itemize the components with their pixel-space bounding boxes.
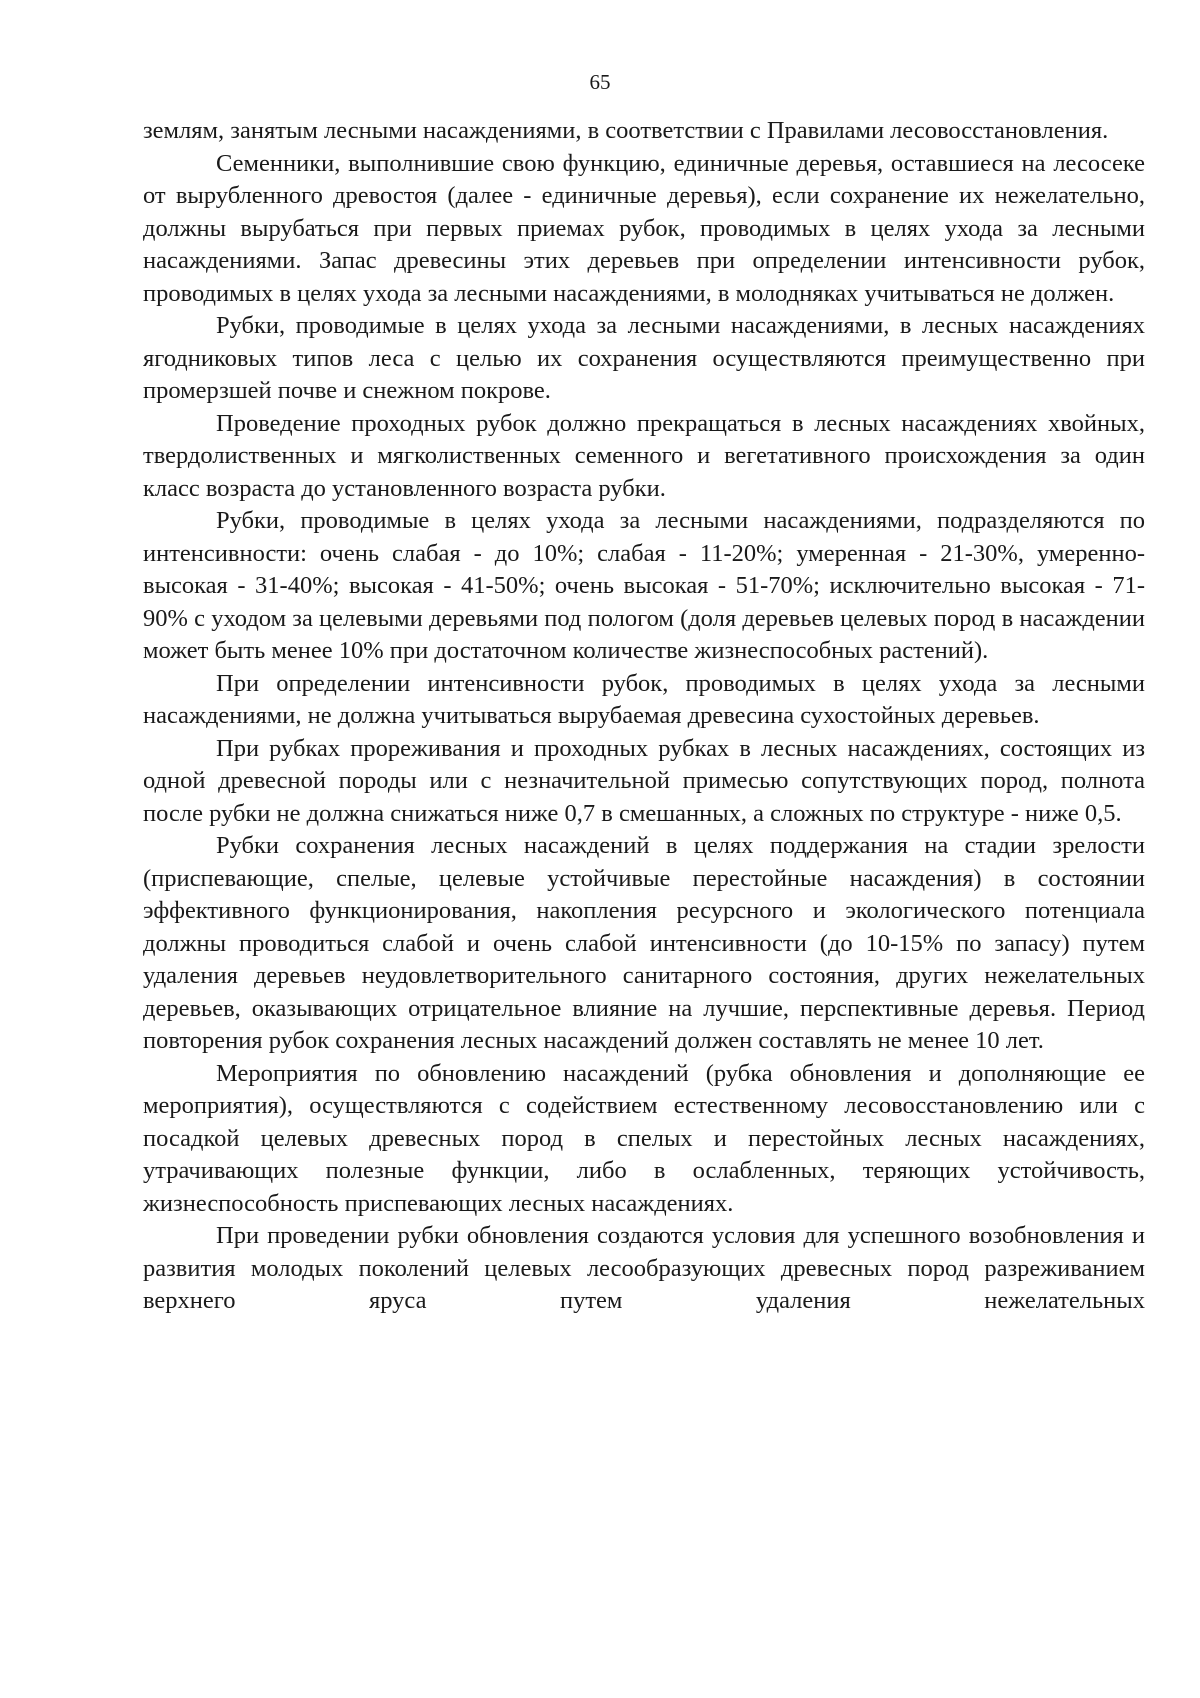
paragraph: землям, занятым лесными насаждениями, в соответствии с Правилами лесовосстановления. — [143, 117, 1109, 144]
paragraph: Рубки, проводимые в целях ухода за лесными насаждениями, в лесных насаждениях ягодниковых типов леса с целью их сохранения осуществляются преимущественно при промерзшей почве и снежном покрове. — [143, 312, 1145, 404]
page-number: 65 — [589, 70, 611, 94]
paragraph: При проведении рубки обновления создаются условия для успешного возобновления и развития молодых поколений целевых лесообразующих древесных пород разреживанием верхнего яруса путем удаления нежелательных — [143, 1222, 1145, 1314]
document-body — [143, 115, 1145, 1318]
paragraph: Мероприятия по обновлению насаждений (рубка обновления и дополняющие ее мероприятия), осуществляются с содействием естественному лесовосстановлению или с посадкой целевых древесных пород в спелых и перестойных лесных насаждениях, утрачивающих полезные функции, либо в ослабленных, теряющих устойчивость, жизнеспособность приспевающих лесных насаждениях. — [143, 1059, 1145, 1217]
paragraph: Проведение проходных рубок должно прекращаться в лесных насаждениях хвойных, твердолиственных и мягколиственных семенного и вегетативного происхождения за один класс возраста до установленного возраста рубки. — [143, 409, 1145, 502]
paragraph: Рубки сохранения лесных насаждений в целях поддержания на стадии зрелости (приспевающие, спелые, целевые устойчивые перестойные насаждения) в состоянии эффективного функционирования, накопления ресурсного и экологического потенциала должны проводиться слабой и очень слабой интенсивности (до 10-15% по запасу) путем удаления деревьев неудовлетворительного санитарного состояния, других нежелательных деревьев, оказывающих отрицательное влияние на лучшие, перспективные деревья. Период повторения рубок сохранения лесных насаждений должен составлять не менее 10 лет. — [143, 832, 1145, 1054]
paragraph: Рубки, проводимые в целях ухода за лесными насаждениями, подразделяются по интенсивности: очень слабая - до 10%; слабая - 11-20%; умеренная - 21-30%, умеренно-высокая - 31-40%; высокая - 41-50%; очень высокая - 51-70%; исключительно высокая - 71-90% с уходом за целевыми деревьями под пологом (доля деревьев целевых пород в насаждении может быть менее 10% при достаточном количестве жизнеспособных растений). — [143, 507, 1145, 664]
paragraph: Семенники, выполнившие свою функцию, единичные деревья, оставшиеся на лесосеке от вырубленного древостоя (далее - единичные деревья), если сохранение их нежелательно, должны вырубаться при первых приемах рубок, проводимых в целях ухода за лесными насаждениями. Запас древесины этих деревьев при определении интенсивности рубок, проводимых в целях ухода за лесными насаждениями, в молодняках учитываться не должен. — [143, 149, 1145, 307]
paragraph: При рубках прореживания и проходных рубках в лесных насаждениях, состоящих из одной древесной породы или с незначительной примесью сопутствующих пород, полнота после рубки не должна снижаться ниже 0,7 в смешанных, а сложных по структуре - ниже 0,5. — [143, 734, 1145, 827]
paragraph: При определении интенсивности рубок, проводимых в целях ухода за лесными насаждениями, не должна учитываться вырубаемая древесина сухостойных деревьев. — [143, 669, 1145, 729]
